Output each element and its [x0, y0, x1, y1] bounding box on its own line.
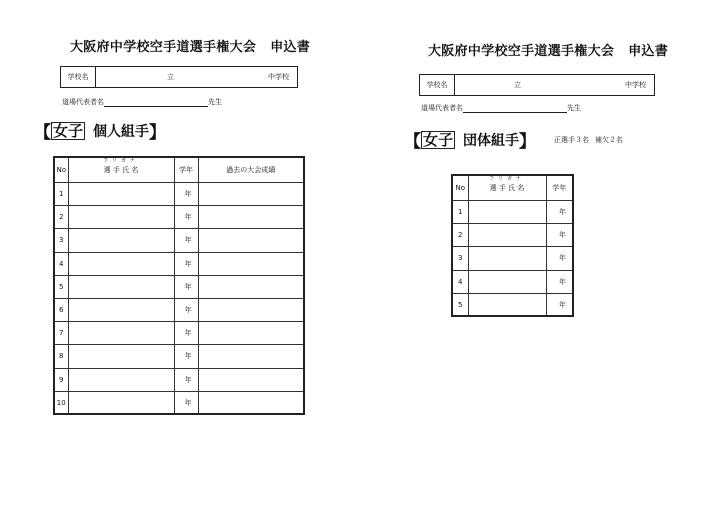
column-header-name	[468, 175, 546, 201]
page-title-individual	[70, 36, 310, 55]
application-form-label: 申込書	[628, 44, 669, 59]
grade-cell[interactable]: 年	[174, 275, 198, 298]
event-category: 個人組手	[93, 123, 150, 140]
substitutes-note: 補欠２名	[595, 135, 624, 144]
row-number: 2	[54, 206, 68, 229]
past-record-cell[interactable]	[198, 368, 304, 391]
grade-cell[interactable]: 年	[546, 293, 573, 316]
past-record-cell[interactable]	[198, 206, 304, 229]
bracket-close: 】	[519, 132, 537, 152]
past-record-cell[interactable]	[198, 298, 304, 321]
team-entry-table	[451, 174, 574, 317]
past-record-cell[interactable]	[198, 229, 304, 252]
past-record-cell[interactable]	[198, 183, 304, 206]
table-row	[54, 252, 304, 275]
dojo-representative-input[interactable]	[463, 104, 567, 113]
individual-entry-table	[53, 156, 305, 415]
past-record-cell[interactable]	[198, 322, 304, 345]
table-row	[54, 229, 304, 252]
row-number: 1	[452, 201, 468, 224]
furigana-label: フリガナ	[489, 176, 525, 182]
row-number: 3	[452, 247, 468, 270]
column-header-past-record: 過去の大会成績	[198, 157, 304, 183]
grade-cell[interactable]: 年	[546, 201, 573, 224]
grade-cell[interactable]: 年	[546, 270, 573, 293]
table-header-row	[452, 175, 573, 201]
past-record-cell[interactable]	[198, 275, 304, 298]
table-row	[54, 345, 304, 368]
player-name-cell[interactable]	[68, 322, 174, 345]
table-row	[452, 270, 573, 293]
bracket-open: 【	[34, 123, 51, 143]
row-number: 5	[54, 275, 68, 298]
application-form-label: 申込書	[270, 40, 311, 55]
event-category: 団体組手	[463, 132, 520, 149]
grade-cell[interactable]: 年	[174, 206, 198, 229]
column-header-grade: 学年	[174, 157, 198, 183]
row-number: 1	[54, 183, 68, 206]
sensei-suffix: 先生	[208, 98, 222, 106]
section-heading-team	[404, 127, 623, 152]
section-heading-individual	[34, 118, 166, 143]
grade-cell[interactable]: 年	[174, 345, 198, 368]
row-number: 6	[54, 298, 68, 321]
table-row	[54, 206, 304, 229]
past-record-cell[interactable]	[198, 252, 304, 275]
player-name-cell[interactable]	[468, 201, 546, 224]
grade-cell[interactable]: 年	[174, 368, 198, 391]
row-number: 8	[54, 345, 68, 368]
column-header-grade: 学年	[546, 175, 573, 201]
school-name-label: 学校名	[61, 67, 96, 87]
table-row	[54, 298, 304, 321]
player-name-cell[interactable]	[468, 224, 546, 247]
player-name-label: 選 手 氏 名	[103, 166, 139, 174]
player-name-cell[interactable]	[68, 206, 174, 229]
school-ritsu-label: 立	[514, 81, 521, 89]
column-header-no: No	[54, 157, 68, 183]
player-name-cell[interactable]	[68, 229, 174, 252]
dojo-representative-field	[62, 97, 222, 107]
dojo-representative-label: 道場代表者名	[421, 104, 463, 112]
bracket-open: 【	[404, 132, 421, 152]
bracket-close: 】	[149, 123, 167, 143]
table-row	[452, 247, 573, 270]
furigana-label: フリガナ	[103, 158, 139, 164]
row-number: 9	[54, 368, 68, 391]
column-header-no: No	[452, 175, 468, 201]
row-number: 10	[54, 391, 68, 414]
grade-cell[interactable]: 年	[546, 224, 573, 247]
school-name-box	[419, 74, 655, 96]
row-number: 4	[54, 252, 68, 275]
table-row	[54, 322, 304, 345]
grade-cell[interactable]: 年	[174, 322, 198, 345]
dojo-representative-field	[421, 103, 581, 113]
grade-cell[interactable]: 年	[174, 183, 198, 206]
table-row	[54, 183, 304, 206]
school-junior-high-label: 中学校	[625, 81, 646, 89]
school-name-box	[60, 66, 298, 88]
row-number: 4	[452, 270, 468, 293]
table-row	[452, 293, 573, 316]
grade-cell[interactable]: 年	[174, 298, 198, 321]
school-name-label: 学校名	[420, 75, 455, 95]
player-name-cell[interactable]	[68, 183, 174, 206]
player-name-cell[interactable]	[68, 368, 174, 391]
table-header-row	[54, 157, 304, 183]
player-name-cell[interactable]	[68, 252, 174, 275]
page-title-team	[428, 40, 668, 59]
dojo-representative-input[interactable]	[104, 98, 208, 107]
division-badge: 女子	[423, 130, 454, 149]
player-name-cell[interactable]	[468, 270, 546, 293]
team-composition-note	[554, 135, 623, 145]
grade-cell[interactable]: 年	[174, 229, 198, 252]
row-number: 7	[54, 322, 68, 345]
tournament-name: 大阪府中学校空手道選手権大会	[70, 40, 257, 55]
dojo-representative-label: 道場代表者名	[62, 98, 104, 106]
table-row	[452, 224, 573, 247]
table-row	[54, 391, 304, 414]
row-number: 5	[452, 293, 468, 316]
past-record-cell[interactable]	[198, 391, 304, 414]
school-ritsu-label: 立	[167, 73, 174, 81]
regular-players-note: 正選手３名	[554, 135, 590, 144]
player-name-cell[interactable]	[68, 345, 174, 368]
grade-cell[interactable]: 年	[546, 247, 573, 270]
past-record-cell[interactable]	[198, 345, 304, 368]
table-row	[54, 368, 304, 391]
player-name-label: 選 手 氏 名	[489, 184, 525, 192]
player-name-cell[interactable]	[68, 391, 174, 414]
player-name-cell[interactable]	[468, 247, 546, 270]
row-number: 3	[54, 229, 68, 252]
grade-cell[interactable]: 年	[174, 252, 198, 275]
grade-cell[interactable]: 年	[174, 391, 198, 414]
school-junior-high-label: 中学校	[268, 73, 289, 81]
player-name-cell[interactable]	[468, 293, 546, 316]
table-row	[452, 201, 573, 224]
table-row	[54, 275, 304, 298]
column-header-name	[68, 157, 174, 183]
row-number: 2	[452, 224, 468, 247]
division-badge: 女子	[53, 121, 84, 140]
sensei-suffix: 先生	[567, 104, 581, 112]
player-name-cell[interactable]	[68, 298, 174, 321]
tournament-name: 大阪府中学校空手道選手権大会	[428, 44, 615, 59]
player-name-cell[interactable]	[68, 275, 174, 298]
